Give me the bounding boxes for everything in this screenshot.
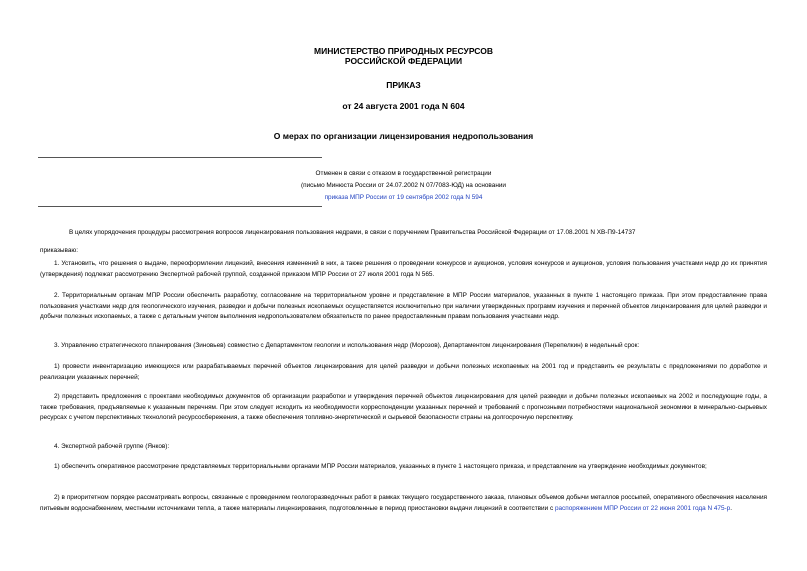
document-title: О мерах по организации лицензирования недропользования [273,131,534,141]
document-date-number: от 24 августа 2001 года N 604 [342,101,465,111]
clause-4-item-1: 1) обеспечить оперативное рассмотрение представляемых территориальными органами МПР России материалов, указанных в пункте 1 настоящего приказа, и представление на утверждение необходимых документов; [54,463,707,470]
directive-475-link[interactable]: распоряжением МПР России от 22 июня 2001 года N 475-р [554,504,731,512]
ministry-name-line1: МИНИСТЕРСТВО ПРИРОДНЫХ РЕСУРСОВ [314,46,493,56]
status-note-line1: Отменен в связи с отказом в государственной регистрации [315,170,492,177]
clause-4: 4. Экспертной рабочей группе (Янков): [54,443,170,450]
clause-4-item-2-text: 2) в приоритетном порядке рассматривать вопросы, связанные с проведением геологоразведочных работ в рамках текущего государственного заказа, плановых объемов добычи металлов россыпей, оперативного обеспечения населения питьевым водоснабжением, местными источниками тепла, а также материалы лицензирования, подготовленные в период приостановки выдачи лицензий в соответствии с [40,494,767,512]
status-note [0,168,807,204]
ministry-name-line2: РОССИЙСКОЙ ФЕДЕРАЦИИ [344,56,463,66]
clause-1: 1. Установить, что решения о выдаче, переоформлении лицензий, внесения изменений в них, а также решения о проведении конкурсов и аукционов, условия конкурсов и аукционов, условия пользования участками недр до их принятия (утверждения) подлежат рассмотрению Экспертной рабочей группой, созданной приказом МПР России от 27 июля 2001 года N 565. [40,260,767,278]
document-type: ПРИКАЗ [386,80,421,90]
clause-4-item-2 [40,493,767,514]
cancellation-order-link[interactable]: приказа МПР России от 19 сентября 2002 года N 594 [324,194,483,201]
bottom-divider [38,206,322,207]
order-word: приказываю: [40,247,78,254]
preamble-paragraph: В целях упорядочения процедуры рассмотрения вопросов лицензирования пользования недрами, в связи с поручением Правительства Российской Федерации от 17.08.2001 N ХВ-П9-14737 [69,229,636,236]
status-note-line2: (письмо Минюста России от 24.07.2002 N 07/7083-ЮД) на основании [301,182,506,189]
clause-3: 3. Управлению стратегического планирования (Зиновьев) совместно с Департаментом геологии и использования недр (Морозов), Департаментом лицензирования (Перепелкин) в недельный срок: [54,342,640,349]
clause-3-item-1: 1) провести инвентаризацию имеющихся или разрабатываемых перечней объектов лицензирования для целей разведки и добычи полезных ископаемых на 2001 год и представить ее результаты с предложениями по доработке и реализации указанных перечней; [40,363,767,381]
clause-2: 2. Территориальным органам МПР России обеспечить разработку, согласование на территориальном уровне и представление в МПР России материалов, указанных в пункте 1 настоящего приказа. При этом предоставление права пользования участками недр для геологического изучения, разведки и добычи полезных ископаемых осуществляется исключительно при наличии утвержденных программ изучения и перечней объектов лицензирования для целей разведки и добычи полезных ископаемых, а также с детальным учетом выполнения недропользователем обязательств по ранее предоставленным правам пользования участками недр. [40,292,767,321]
clause-3-item-2: 2) представить предложения с проектами необходимых документов об организации разработки и утверждения перечней объектов лицензирования для целей разведки и добычи полезных ископаемых на 2002 и последующие годы, а также требования, предъявляемые к указанным перечням. При этом следует исходить из необходимости корреспонденции указанных перечней и требований с прогнозными потребностями национальной экономики в минерально-сырьевых ресурсах с учетом перспективных технологий ресурсосбережения, а также обеспечения топливно-энергетической и сырьевой безопасности страны на долгосрочную перспективу. [40,393,767,422]
top-divider [38,157,322,158]
clause-4-item-2-end: . [730,504,732,512]
